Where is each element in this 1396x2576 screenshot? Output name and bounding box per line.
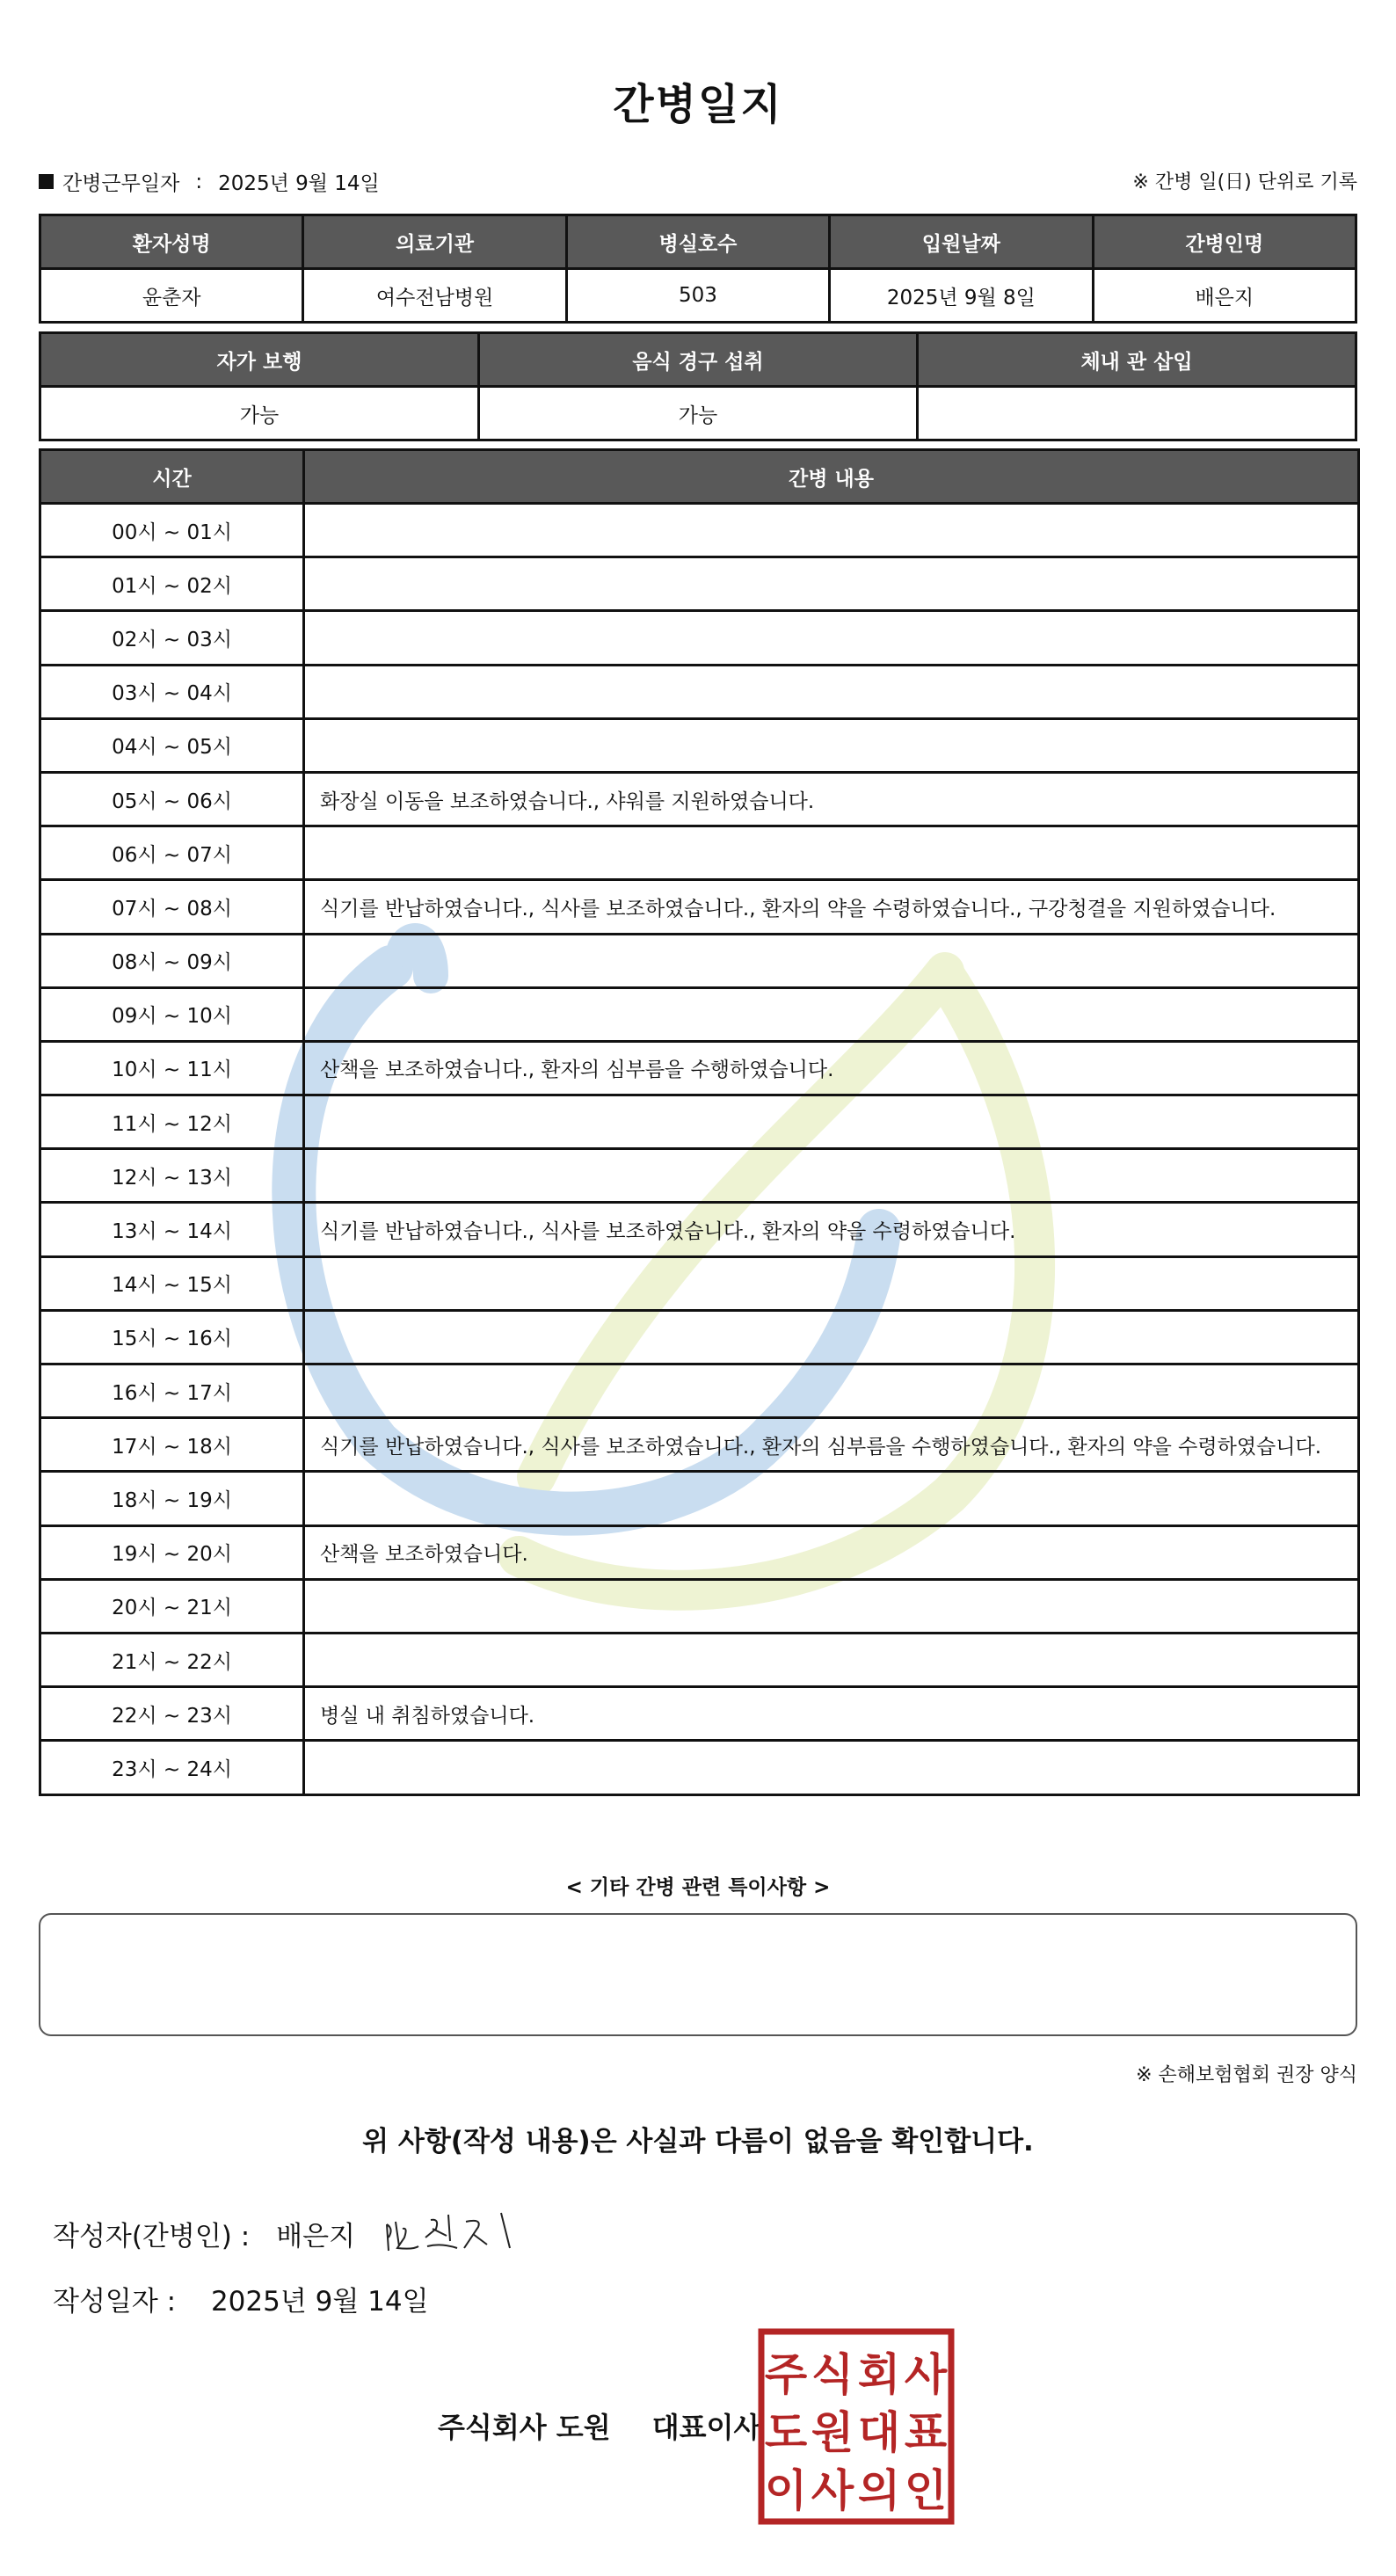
care-content-cell: 식기를 반납하였습니다., 식사를 보조하였습니다., 환자의 심부름을 수행하였습니다., 환자의 약을 수령하였습니다. [304,1418,1359,1472]
time-cell: 15시 ~ 16시 [40,1310,304,1364]
time-cell: 18시 ~ 19시 [40,1472,304,1525]
table-row [40,772,1359,826]
table-row [40,557,1359,611]
care-content-cell [304,1579,1359,1633]
table-row [40,880,1359,934]
header-care-content: 간병 내용 [304,450,1359,504]
hospital-name: 여수전남병원 [303,269,566,323]
care-content-cell [304,718,1359,772]
time-cell: 21시 ~ 22시 [40,1633,304,1686]
author-row [53,2214,355,2253]
notes-title: < 기타 간병 관련 특이사항 > [565,1876,831,1899]
care-content-cell [304,1472,1359,1525]
table-row [40,1741,1359,1794]
table-row [40,1310,1359,1364]
care-content-cell [304,504,1359,557]
time-cell: 13시 ~ 14시 [40,1203,304,1256]
company-representative: 대표이사 [651,2411,761,2444]
write-date-row [53,2279,429,2318]
seal-char: 식 [811,2349,854,2400]
company-name: 주식회사 도원 [438,2411,611,2444]
table-row [40,1364,1359,1418]
work-date-separator: : [195,170,203,193]
table-row [40,1579,1359,1633]
care-content-cell: 산책을 보조하였습니다., 환자의 심부름을 수행하였습니다. [304,1041,1359,1095]
time-cell: 16시 ~ 17시 [40,1364,304,1418]
care-content-cell [304,665,1359,718]
time-cell: 00시 ~ 01시 [40,504,304,557]
confirmation-statement: 위 사항(작성 내용)은 사실과 다름이 없음을 확인합니다. [362,2126,1034,2158]
table-row [40,1095,1359,1149]
care-content-cell [304,1149,1359,1203]
table-row [40,987,1359,1041]
table-row [40,1687,1359,1741]
work-date-value: 2025년 9월 14일 [218,172,380,195]
table-row [40,1256,1359,1310]
recommend-note: ※ 손해보험협회 권장 양식 [1136,2064,1357,2086]
care-content-cell [304,987,1359,1041]
care-content-cell: 식기를 반납하였습니다., 식사를 보조하였습니다., 환자의 약을 수령하였습니다. [304,1203,1359,1256]
table-row [40,504,1359,557]
time-cell: 14시 ~ 15시 [40,1256,304,1310]
table-row [40,1041,1359,1095]
time-cell: 19시 ~ 20시 [40,1525,304,1579]
table-row [40,1472,1359,1525]
table-row [40,1149,1359,1203]
author-label: 작성자(간병인) : [53,2221,251,2252]
care-content-cell: 식기를 반납하였습니다., 식사를 보조하였습니다., 환자의 약을 수령하였습니다., 구강청결을 지원하였습니다. [304,880,1359,934]
time-cell: 20시 ~ 21시 [40,1579,304,1633]
seal-char: 대 [857,2407,901,2458]
table-row [40,1633,1359,1686]
header-patient-name: 환자성명 [40,215,303,269]
time-cell: 17시 ~ 18시 [40,1418,304,1472]
table-row [40,611,1359,665]
time-cell: 12시 ~ 13시 [40,1149,304,1203]
time-cell: 11시 ~ 12시 [40,1095,304,1149]
seal-char: 원 [811,2407,854,2458]
seal-char: 인 [904,2465,948,2516]
seal-char: 회 [857,2349,901,2400]
time-cell: 07시 ~ 08시 [40,880,304,934]
care-content-cell [304,1741,1359,1794]
self-walking-value: 가능 [40,387,479,440]
patient-name: 윤춘자 [40,269,303,323]
time-cell: 02시 ~ 03시 [40,611,304,665]
company-row [438,2405,760,2446]
table-row [40,934,1359,987]
header-hospital: 의료기관 [303,215,566,269]
patient-status-table [39,331,1357,441]
notes-box [39,1913,1357,2036]
care-log-table [39,448,1360,1796]
time-cell: 23시 ~ 24시 [40,1741,304,1794]
author-name: 배은지 [276,2221,356,2252]
seal-char: 사 [904,2349,948,2400]
header-admission-date: 입원날짜 [830,215,1093,269]
seal-char: 의 [857,2465,901,2516]
time-cell: 03시 ~ 04시 [40,665,304,718]
admission-date: 2025년 9월 8일 [830,269,1093,323]
care-content-cell: 산책을 보조하였습니다. [304,1525,1359,1579]
care-content-cell: 병실 내 취침하였습니다. [304,1687,1359,1741]
oral-intake-value: 가능 [479,387,918,440]
table-row [40,1203,1359,1256]
bullet-square-icon [39,174,54,189]
seal-char: 도 [764,2407,808,2458]
care-content-cell [304,1364,1359,1418]
time-cell: 05시 ~ 06시 [40,772,304,826]
care-content-cell [304,1310,1359,1364]
care-content-cell [304,934,1359,987]
time-cell: 01시 ~ 02시 [40,557,304,611]
header-tube-insertion: 체내 관 삽입 [918,333,1356,387]
write-date-value: 2025년 9월 14일 [210,2286,429,2318]
table-row [40,665,1359,718]
table-row [40,826,1359,880]
care-content-cell [304,826,1359,880]
care-content-cell [304,611,1359,665]
tube-insertion-value [918,387,1356,440]
care-content-cell [304,1633,1359,1686]
time-cell: 04시 ~ 05시 [40,718,304,772]
care-content-cell [304,557,1359,611]
seal-char: 사 [811,2465,854,2516]
table-row [40,718,1359,772]
header-self-walking: 자가 보행 [40,333,479,387]
signature [378,2202,536,2264]
care-content-cell: 화장실 이동을 보조하였습니다., 샤워를 지원하였습니다. [304,772,1359,826]
table-row [40,1525,1359,1579]
header-oral-intake: 음식 경구 섭취 [479,333,918,387]
patient-info-table [39,214,1357,324]
company-seal [758,2328,955,2525]
write-date-label: 작성일자 : [53,2286,177,2318]
header-room: 병실호수 [566,215,829,269]
table-row [40,1418,1359,1472]
header-caregiver: 간병인명 [1093,215,1356,269]
time-cell: 06시 ~ 07시 [40,826,304,880]
document-title: 간병일지 [613,80,783,129]
seal-char: 주 [764,2349,808,2400]
work-date-row [39,167,1357,197]
care-content-cell [304,1256,1359,1310]
seal-char: 표 [904,2407,948,2458]
time-cell: 09시 ~ 10시 [40,987,304,1041]
room-number: 503 [566,269,829,323]
header-time: 시간 [40,450,304,504]
seal-char: 이 [764,2465,808,2516]
time-cell: 08시 ~ 09시 [40,934,304,987]
time-cell: 10시 ~ 11시 [40,1041,304,1095]
caregiver-name: 배은지 [1093,269,1356,323]
work-date-label: 간병근무일자 [62,172,180,195]
unit-note: ※ 간병 일(日) 단위로 기록 [1132,171,1357,193]
care-content-cell [304,1095,1359,1149]
time-cell: 22시 ~ 23시 [40,1687,304,1741]
